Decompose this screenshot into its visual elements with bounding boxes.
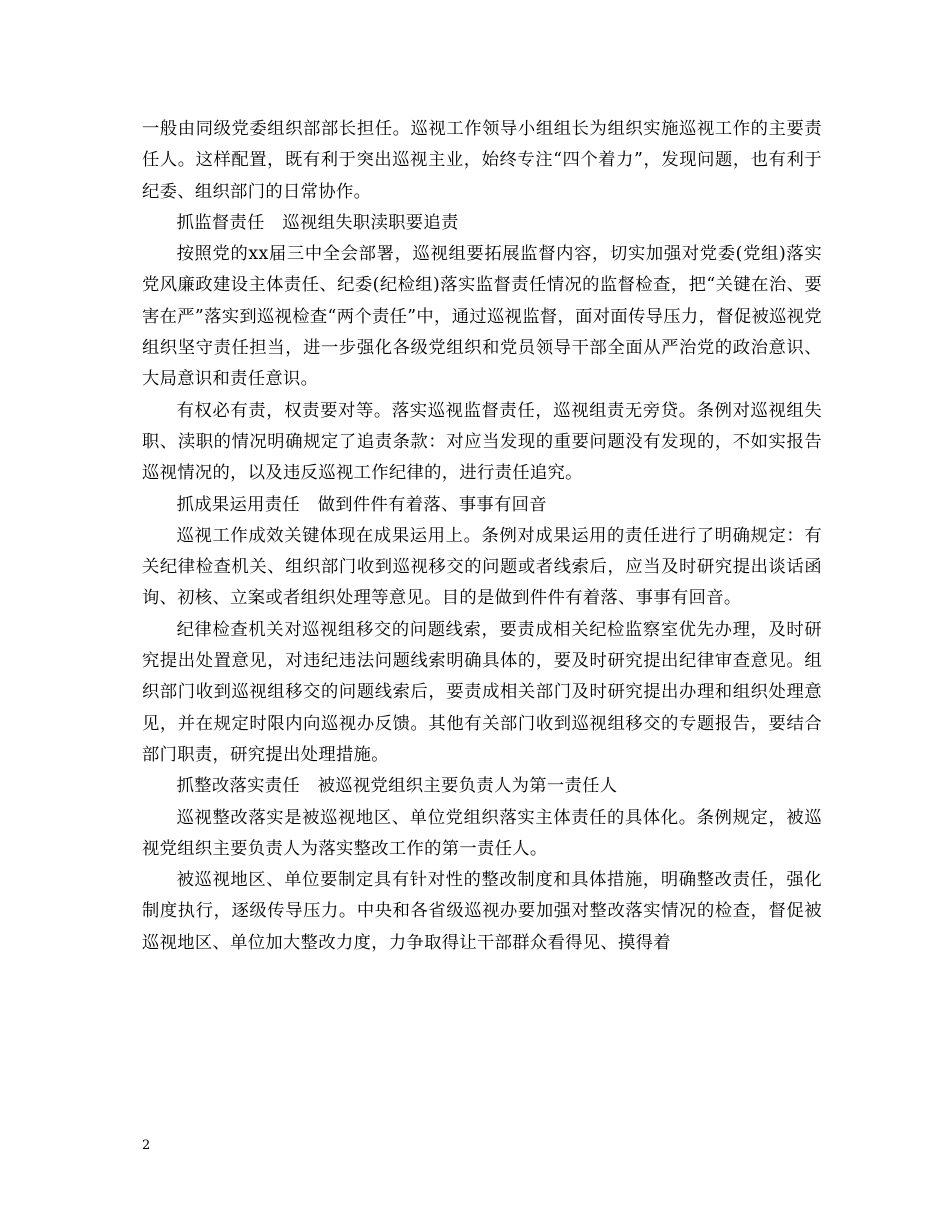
paragraph: 按照党的xx届三中全会部署，巡视组要拓展监督内容，切实加强对党委(党组)落实党风廉政建设主体责任、纪委(纪检组)落实监督责任情况的监督检查，把“关键在治、要害在严”落实到巡视检查“两个责任”中，通过巡视监督，面对面传导压力，督促被巡视党组织坚守责任担当，进一步强化各级党组织和党员领导干部全面从严治党的政治意识、大局意识和责任意识。 xyxy=(142,244,822,390)
paragraph-continuation: 一般由同级党委组织部部长担任。巡视工作领导小组组长为组织实施巡视工作的主要责任人。这样配置，既有利于突出巡视主业，始终专注“四个着力”，发现问题，也有利于纪委、组织部门的日常协作。 xyxy=(142,119,822,202)
paragraph: 巡视工作成效关键体现在成果运用上。条例对成果运用的责任进行了明确规定：有关纪律检查机关、组织部门收到巡视移交的问题或者线索后，应当及时研究提出谈话函询、初核、立案或者组织处理等意见。目的是做到件件有着落、事事有回音。 xyxy=(142,525,822,609)
page-number: 2 xyxy=(142,1138,151,1153)
paragraph: 纪律检查机关对巡视组移交的问题线索，要责成相关纪检监察室优先办理，及时研究提出处置意见，对违纪违法问题线索明确具体的，要及时研究提出纪律审查意见。组织部门收到巡视组移交的问题线索后，要责成相关部门及时研究提出办理和组织处理意见，并在规定时限内向巡视办反馈。其他有关部门收到巡视组移交的专题报告，要结合部门职责，研究提出处理措施。 xyxy=(142,619,822,765)
section-heading-rectification: 抓整改落实责任 被巡视党组织主要负责人为第一责任人 xyxy=(176,776,618,797)
paragraph: 被巡视地区、单位要制定具有针对性的整改制度和具体措施，明确整改责任，强化制度执行，逐级传导压力。中央和各省级巡视办要加强对整改落实情况的检查，督促被巡视地区、单位加大整改力度，力争取得让干部群众看得见、摸得着 xyxy=(142,870,822,953)
paragraph: 巡视整改落实是被巡视地区、单位党组织落实主体责任的具体化。条例规定，被巡视党组织主要负责人为落实整改工作的第一责任人。 xyxy=(142,807,822,859)
document-body xyxy=(142,114,822,959)
paragraph: 有权必有责，权责要对等。落实巡视监督责任，巡视组责无旁贷。条例对巡视组失职、渎职的情况明确规定了追责条款：对应当发现的重要问题没有发现的，不如实报告巡视情况的，以及违反巡视工作纪律的，进行责任追究。 xyxy=(142,400,822,484)
section-heading-supervision: 抓监督责任 巡视组失职渎职要追责 xyxy=(176,212,459,233)
section-heading-results: 抓成果运用责任 做到件件有着落、事事有回音 xyxy=(176,494,547,515)
